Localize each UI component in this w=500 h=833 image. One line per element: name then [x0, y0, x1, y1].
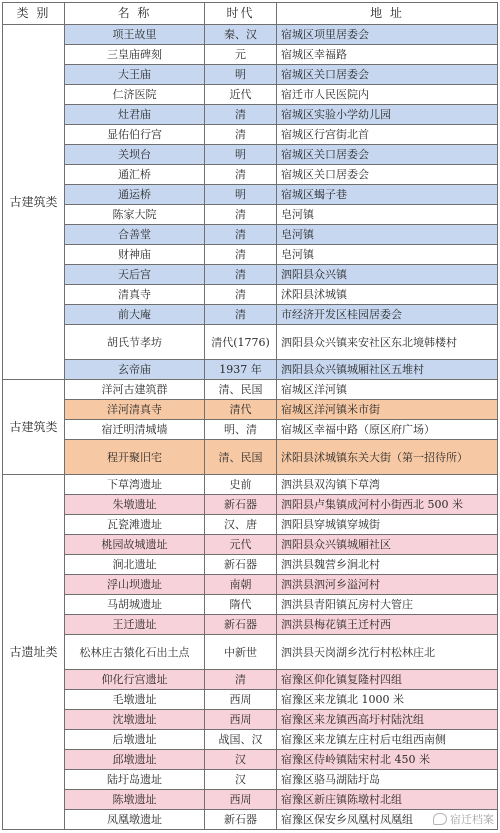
address-cell: 宿豫区侍岭镇陆宋村北 450 米	[277, 750, 498, 770]
name-cell: 凤凰墩遗址	[65, 810, 205, 830]
era-cell: 西周	[205, 710, 277, 730]
era-cell: 汉	[205, 750, 277, 770]
name-cell: 陆圩岛遗址	[65, 770, 205, 790]
address-cell: 宿城区关口居委会	[277, 165, 498, 185]
address-cell: 市经济开发区桂园居委会	[277, 305, 498, 325]
name-cell: 洋河古建筑群	[65, 380, 205, 400]
address-cell: 宿城区幸福路	[277, 45, 498, 65]
address-cell: 宿豫区仰化镇复隆村四组	[277, 670, 498, 690]
era-cell: 西周	[205, 790, 277, 810]
name-cell: 松林庄古猿化石出土点	[65, 635, 205, 670]
address-cell: 泗阳县众兴镇城厢社区五堆村	[277, 360, 498, 380]
address-cell: 宿迁市人民医院内	[277, 85, 498, 105]
address-cell: 泗阳县穿城镇穿城街	[277, 515, 498, 535]
name-cell: 天后宫	[65, 265, 205, 285]
table-row	[3, 515, 498, 535]
address-cell: 泗洪县泗河乡溢河村	[277, 575, 498, 595]
header-row	[3, 3, 498, 25]
table-row	[3, 380, 498, 400]
table-row	[3, 670, 498, 690]
table-row	[3, 710, 498, 730]
name-cell: 洋河清真寺	[65, 400, 205, 420]
name-cell: 朱墩遗址	[65, 495, 205, 515]
address-cell: 沭阳县沭城镇东关大街（第一招待所）	[277, 440, 498, 475]
name-cell: 沈墩遗址	[65, 710, 205, 730]
name-cell: 三皇庙碑刻	[65, 45, 205, 65]
name-cell: 涧北遗址	[65, 555, 205, 575]
name-cell: 灶君庙	[65, 105, 205, 125]
address-cell: 泗洪县青阳镇瓦房村大管庄	[277, 595, 498, 615]
table-row	[3, 85, 498, 105]
era-cell: 新石器	[205, 555, 277, 575]
name-cell: 仁济医院	[65, 85, 205, 105]
chat-bubble-icon	[433, 813, 447, 825]
address-cell: 沭阳县沭城镇	[277, 285, 498, 305]
address-cell: 泗阳县众兴镇城厢社区	[277, 535, 498, 555]
name-cell: 马胡城遗址	[65, 595, 205, 615]
era-cell: 新石器	[205, 495, 277, 515]
name-cell: 下草湾遗址	[65, 475, 205, 495]
header-address: 地 址	[277, 3, 498, 25]
address-cell: 泗阳县众兴镇	[277, 265, 498, 285]
name-cell: 桃园故城遗址	[65, 535, 205, 555]
name-cell: 项王故里	[65, 25, 205, 45]
name-cell: 前大庵	[65, 305, 205, 325]
name-cell: 仰化行宫遗址	[65, 670, 205, 690]
table-row	[3, 440, 498, 475]
era-cell: 清	[205, 125, 277, 145]
address-cell: 泗阳县卢集镇成河村小街西北 500 米	[277, 495, 498, 515]
era-cell: 清	[205, 205, 277, 225]
address-cell: 宿豫区保安乡凤凰村凤凰组	[277, 810, 498, 830]
era-cell: 清	[205, 165, 277, 185]
category-cell: 古遗址类	[3, 475, 65, 830]
address-cell: 宿城区关口居委会	[277, 145, 498, 165]
name-cell: 浮山坝遗址	[65, 575, 205, 595]
table-row	[3, 105, 498, 125]
era-cell: 清	[205, 265, 277, 285]
table-row	[3, 285, 498, 305]
era-cell: 史前	[205, 475, 277, 495]
era-cell: 明、清	[205, 420, 277, 440]
category-cell: 古建筑类	[3, 380, 65, 475]
watermark-text: 宿迁档案	[450, 813, 494, 826]
table-row	[3, 635, 498, 670]
address-cell: 宿城区实验小学幼儿园	[277, 105, 498, 125]
table-row	[3, 790, 498, 810]
era-cell: 清代(1776)	[205, 325, 277, 360]
era-cell: 汉	[205, 770, 277, 790]
table-row	[3, 165, 498, 185]
era-cell: 元	[205, 45, 277, 65]
header-name: 名 称	[65, 3, 205, 25]
name-cell: 显佑伯行宫	[65, 125, 205, 145]
table-row	[3, 360, 498, 380]
name-cell: 通运桥	[65, 185, 205, 205]
address-cell: 宿城区关口居委会	[277, 65, 498, 85]
name-cell: 王迁遗址	[65, 615, 205, 635]
era-cell: 清代	[205, 400, 277, 420]
era-cell: 清	[205, 305, 277, 325]
address-cell: 泗阳县众兴镇来安社区东北境韩楼村	[277, 325, 498, 360]
table-row	[3, 225, 498, 245]
era-cell: 清	[205, 670, 277, 690]
table-row	[3, 420, 498, 440]
address-cell: 宿城区幸福中路（原区府广场）	[277, 420, 498, 440]
name-cell: 后墩遗址	[65, 730, 205, 750]
table-row	[3, 615, 498, 635]
name-cell: 胡氏节孝坊	[65, 325, 205, 360]
address-cell: 宿豫区新庄镇陈墩村北组	[277, 790, 498, 810]
era-cell: 明	[205, 145, 277, 165]
name-cell: 通汇桥	[65, 165, 205, 185]
address-cell: 宿豫区来龙镇北 1000 米	[277, 690, 498, 710]
header-category: 类 别	[3, 3, 65, 25]
address-cell: 宿豫区骆马湖陆圩岛	[277, 770, 498, 790]
address-cell: 皂河镇	[277, 205, 498, 225]
name-cell: 关坝台	[65, 145, 205, 165]
name-cell: 清真寺	[65, 285, 205, 305]
address-cell: 宿豫区来龙镇左庄村后屯组西南侧	[277, 730, 498, 750]
table-row	[3, 575, 498, 595]
table-row	[3, 125, 498, 145]
name-cell: 毛墩遗址	[65, 690, 205, 710]
table-row	[3, 400, 498, 420]
era-cell: 中新世	[205, 635, 277, 670]
table-row	[3, 65, 498, 85]
table-body	[3, 25, 498, 830]
era-cell: 秦、汉	[205, 25, 277, 45]
table-row	[3, 535, 498, 555]
address-cell: 宿城区项里居委会	[277, 25, 498, 45]
era-cell: 清	[205, 245, 277, 265]
era-cell: 清	[205, 225, 277, 245]
table-row	[3, 245, 498, 265]
era-cell: 隋代	[205, 595, 277, 615]
address-cell: 泗洪县魏营乡涧北村	[277, 555, 498, 575]
table-row	[3, 730, 498, 750]
name-cell: 程开聚旧宅	[65, 440, 205, 475]
era-cell: 清	[205, 105, 277, 125]
table-row	[3, 205, 498, 225]
table-row	[3, 495, 498, 515]
table-row	[3, 770, 498, 790]
table-row	[3, 25, 498, 45]
heritage-table	[2, 2, 498, 830]
address-cell: 宿城区洋河镇米市街	[277, 400, 498, 420]
table-row	[3, 325, 498, 360]
address-cell: 宿城区洋河镇	[277, 380, 498, 400]
era-cell: 明	[205, 65, 277, 85]
era-cell: 新石器	[205, 615, 277, 635]
table-row	[3, 810, 498, 830]
era-cell: 清	[205, 285, 277, 305]
name-cell: 邱墩遗址	[65, 750, 205, 770]
era-cell: 清、民国	[205, 440, 277, 475]
table-row	[3, 185, 498, 205]
era-cell: 南朝	[205, 575, 277, 595]
address-cell: 宿城区蝎子巷	[277, 185, 498, 205]
era-cell: 清、民国	[205, 380, 277, 400]
address-cell: 泗洪县天岗湖乡沈行村松林庄北	[277, 635, 498, 670]
era-cell: 1937 年	[205, 360, 277, 380]
table-row	[3, 595, 498, 615]
era-cell: 元代	[205, 535, 277, 555]
era-cell: 战国、汉	[205, 730, 277, 750]
table-row	[3, 690, 498, 710]
name-cell: 玄帝庙	[65, 360, 205, 380]
table-row	[3, 750, 498, 770]
table-row	[3, 475, 498, 495]
table-row	[3, 265, 498, 285]
table-row	[3, 145, 498, 165]
name-cell: 瓦瓷滩遗址	[65, 515, 205, 535]
address-cell: 皂河镇	[277, 245, 498, 265]
category-cell: 古建筑类	[3, 25, 65, 380]
name-cell: 财神庙	[65, 245, 205, 265]
name-cell: 合善堂	[65, 225, 205, 245]
table-row	[3, 305, 498, 325]
name-cell: 陈家大院	[65, 205, 205, 225]
era-cell: 西周	[205, 690, 277, 710]
table-row	[3, 555, 498, 575]
era-cell: 汉、唐	[205, 515, 277, 535]
address-cell: 泗洪县梅花镇王迁村西	[277, 615, 498, 635]
name-cell: 宿迁明清城墙	[65, 420, 205, 440]
address-cell: 宿城区行宫街北首	[277, 125, 498, 145]
table-row	[3, 45, 498, 65]
era-cell: 近代	[205, 85, 277, 105]
header-era: 时代	[205, 3, 277, 25]
era-cell: 明	[205, 185, 277, 205]
address-cell: 泗洪县双沟镇下草湾	[277, 475, 498, 495]
name-cell: 陈墩遗址	[65, 790, 205, 810]
address-cell: 皂河镇	[277, 225, 498, 245]
name-cell: 大王庙	[65, 65, 205, 85]
era-cell: 新石器	[205, 810, 277, 830]
address-cell: 宿豫区来龙镇西高圩村陆沈组	[277, 710, 498, 730]
watermark	[433, 811, 494, 827]
